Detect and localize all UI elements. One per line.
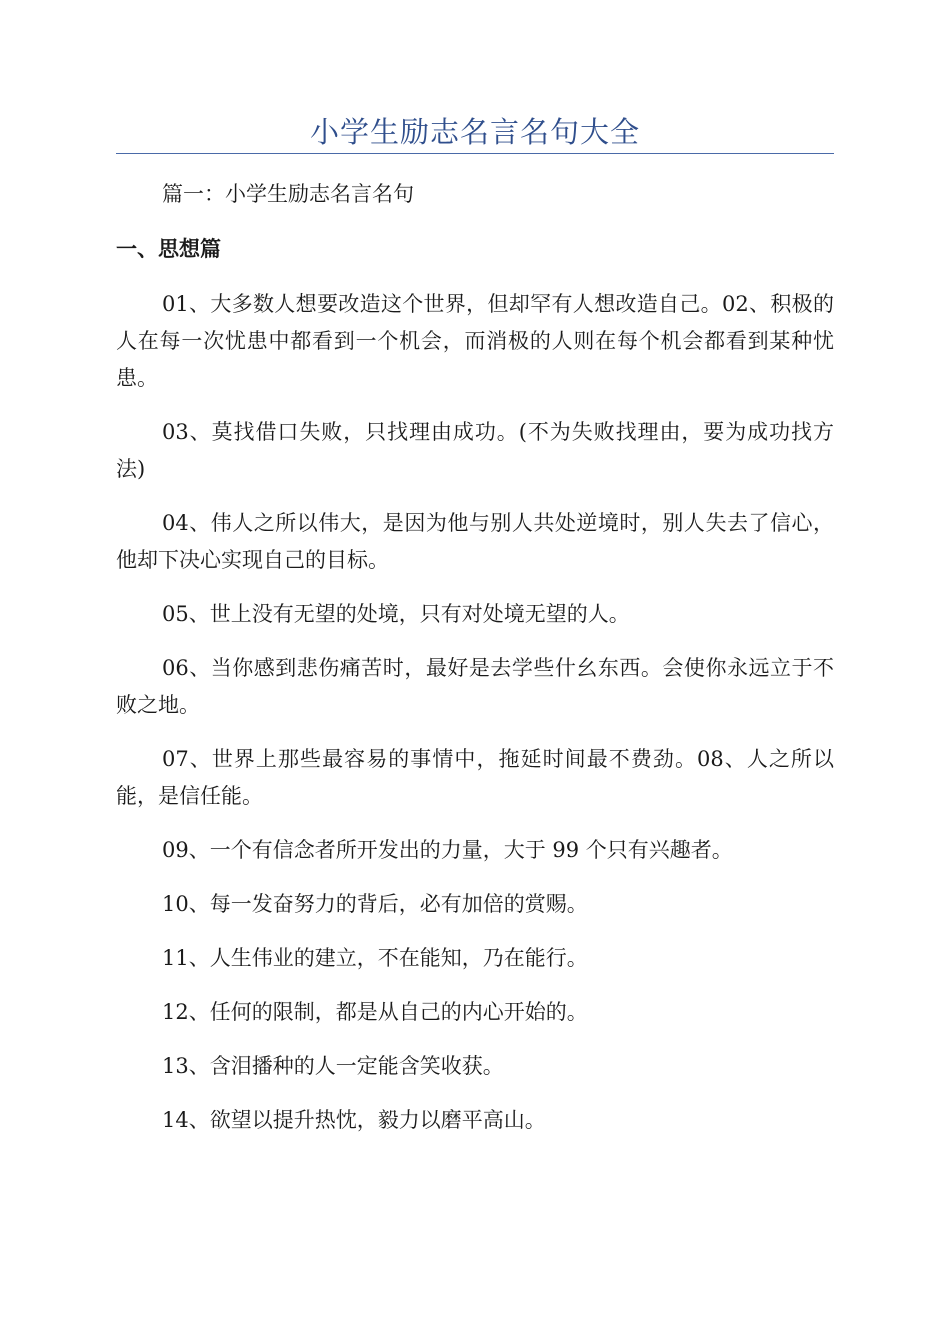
quote-item: 09、一个有信念者所开发出的力量，大于 99 个只有兴趣者。: [162, 838, 733, 862]
quote-item: 13、含泪播种的人一定能含笑收获。: [162, 1054, 504, 1078]
quote-item: 12、任何的限制，都是从自己的内心开始的。: [162, 1000, 588, 1024]
quote-item: 03、莫找借口失败，只找理由成功。(不为失败找理由，要为成功找方法): [116, 420, 834, 481]
quote-list: [116, 286, 834, 1156]
quote-item: 14、欲望以提升热忱，毅力以磨平高山。: [162, 1108, 546, 1132]
quote-item: 01、大多数人想要改造这个世界，但却罕有人想改造自己。02、积极的人在每一次忧患中都看到一个机会，而消极的人则在每个机会都看到某种忧患。: [116, 292, 834, 390]
quote-item: 06、当你感到悲伤痛苦时，最好是去学些什幺东西。会使你永远立于不败之地。: [116, 656, 834, 717]
document-title: 小学生励志名言名句大全: [309, 115, 640, 149]
quote-item: 11、人生伟业的建立，不在能知，乃在能行。: [162, 946, 588, 970]
quote-item: 04、伟人之所以伟大，是因为他与别人共处逆境时，别人失去了信心，他却下决心实现自己的目标。: [116, 511, 834, 572]
quote-item: 07、世界上那些最容易的事情中，拖延时间最不费劲。08、人之所以能，是信任能。: [116, 747, 834, 808]
quote-item: 10、每一发奋努力的背后，必有加倍的赏赐。: [162, 892, 588, 916]
document-subtitle: 篇一：小学生励志名言名句: [162, 182, 414, 206]
section-heading: 一、思想篇: [116, 237, 221, 261]
title-divider: [116, 153, 834, 154]
quote-item: 05、世上没有无望的处境，只有对处境无望的人。: [162, 602, 630, 626]
